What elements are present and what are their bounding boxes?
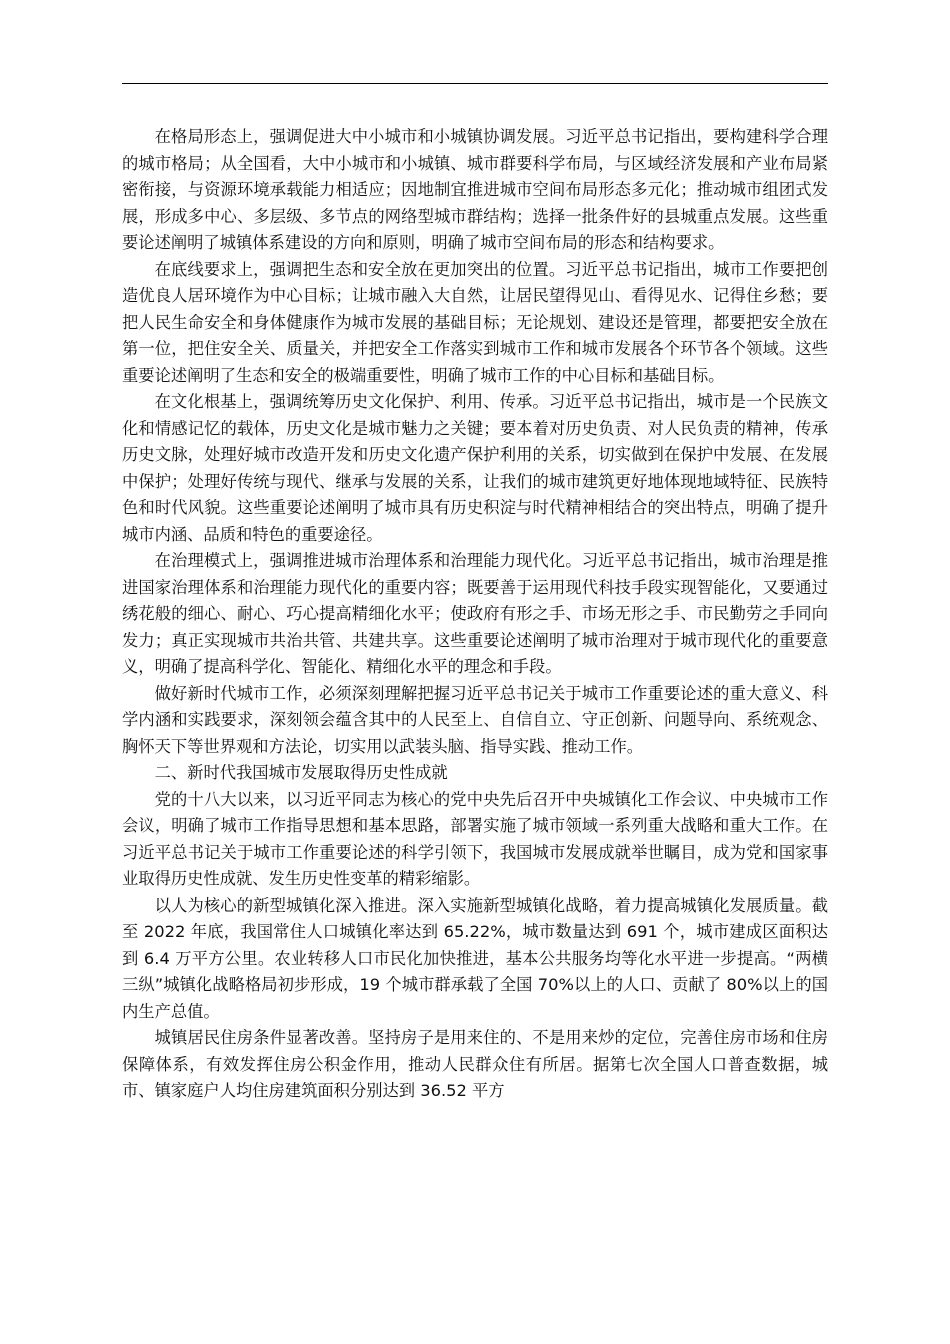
paragraph-bottom-line: 在底线要求上，强调把生态和安全放在更加突出的位置。习近平总书记指出，城市工作要把创造优良人居环境作为中心目标；让城市融入大自然，让居民望得见山、看得见水、记得住乡愁；要把人民生命安全和身体健康作为城市发展的基础目标；无论规划、建设还是管理，都要把安全放在第一位，把住安全关、质量关，并把安全工作落实到城市工作和城市发展各个环节各个领域。这些重要论述阐明了生态和安全的极端重要性，明确了城市工作的中心目标和基础目标。 — [122, 259, 828, 385]
paragraph-culture: 在文化根基上，强调统筹历史文化保护、利用、传承。习近平总书记指出，城市是一个民族文化和情感记忆的载体，历史文化是城市魅力之关键；要本着对历史负责、对人民负责的精神，传承历史文脉，处理好城市改造开发和历史文化遗产保护利用的关系，切实做到在保护中发展、在发展中保护；处理好传统与现代、继承与发展的关系，让我们的城市建筑更好地体现地域特征、民族特色和时代风貌。这些重要论述阐明了城市具有历史积淀与时代精神相结合的突出特点，明确了提升城市内涵、品质和特色的重要途径。 — [122, 392, 828, 544]
document-body — [122, 124, 828, 1105]
paragraph-new-era-work: 做好新时代城市工作，必须深刻理解把握习近平总书记关于城市工作重要论述的重大意义、科学内涵和实践要求，深刻领会蕴含其中的人民至上、自信自立、守正创新、问题导向、系统观念、胸怀天下等世界观和方法论，切实用以武装头脑、指导实践、推动工作。 — [122, 683, 828, 756]
paragraph-urbanization: 以人为核心的新型城镇化深入推进。深入实施新型城镇化战略，着力提高城镇化发展质量。截至 2022 年底，我国常住人口城镇化率达到 65.22%，城市数量达到 691 个，城市建成区面积达到 6.4 万平方公里。农业转移人口市民化加快推进，基本公共服务均等化水平进一步提高。“两横三纵”城镇化战略格局初步形成，19 个城市群承载了全国 70%以上的人口、贡献了 80%以上的国内生产总值。 — [122, 895, 828, 1021]
paragraph-governance: 在治理模式上，强调推进城市治理体系和治理能力现代化。习近平总书记指出，城市治理是推进国家治理体系和治理能力现代化的重要内容；既要善于运用现代科技手段实现智能化，又要通过绣花般的细心、耐心、巧心提高精细化水平；使政府有形之手、市场无形之手、市民勤劳之手同向发力；真正实现城市共治共管、共建共享。这些重要论述阐明了城市治理对于城市现代化的重要意义，明确了提高科学化、智能化、精细化水平的理念和手段。 — [122, 551, 828, 676]
section-heading: 二、新时代我国城市发展取得历史性成就 — [154, 763, 448, 782]
header-rule — [122, 83, 828, 84]
paragraph-housing: 城镇居民住房条件显著改善。坚持房子是用来住的、不是用来炒的定位，完善住房市场和住房保障体系，有效发挥住房公积金作用，推动人民群众住有所居。据第七次全国人口普查数据，城市、镇家庭户人均住房建筑面积分别达到 36.52 平方 — [122, 1028, 828, 1100]
paragraph-layout: 在格局形态上，强调促进大中小城市和小城镇协调发展。习近平总书记指出，要构建科学合理的城市格局；从全国看，大中小城市和小城镇、城市群要科学布局，与区域经济发展和产业布局紧密衔接，与资源环境承载能力相适应；因地制宜推进城市空间布局形态多元化；推动城市组团式发展，形成多中心、多层级、多节点的网络型城市群结构；选择一批条件好的县城重点发展。这些重要论述阐明了城镇体系建设的方向和原则，明确了城市空间布局的形态和结构要求。 — [122, 127, 828, 252]
paragraph-achievements-intro: 党的十八大以来，以习近平同志为核心的党中央先后召开中央城镇化工作会议、中央城市工作会议，明确了城市工作指导思想和基本思路，部署实施了城市领域一系列重大战略和重大工作。在习近平总书记关于城市工作重要论述的科学引领下，我国城市发展成就举世瞩目，成为党和国家事业取得历史性成就、发生历史性变革的精彩缩影。 — [122, 789, 828, 888]
